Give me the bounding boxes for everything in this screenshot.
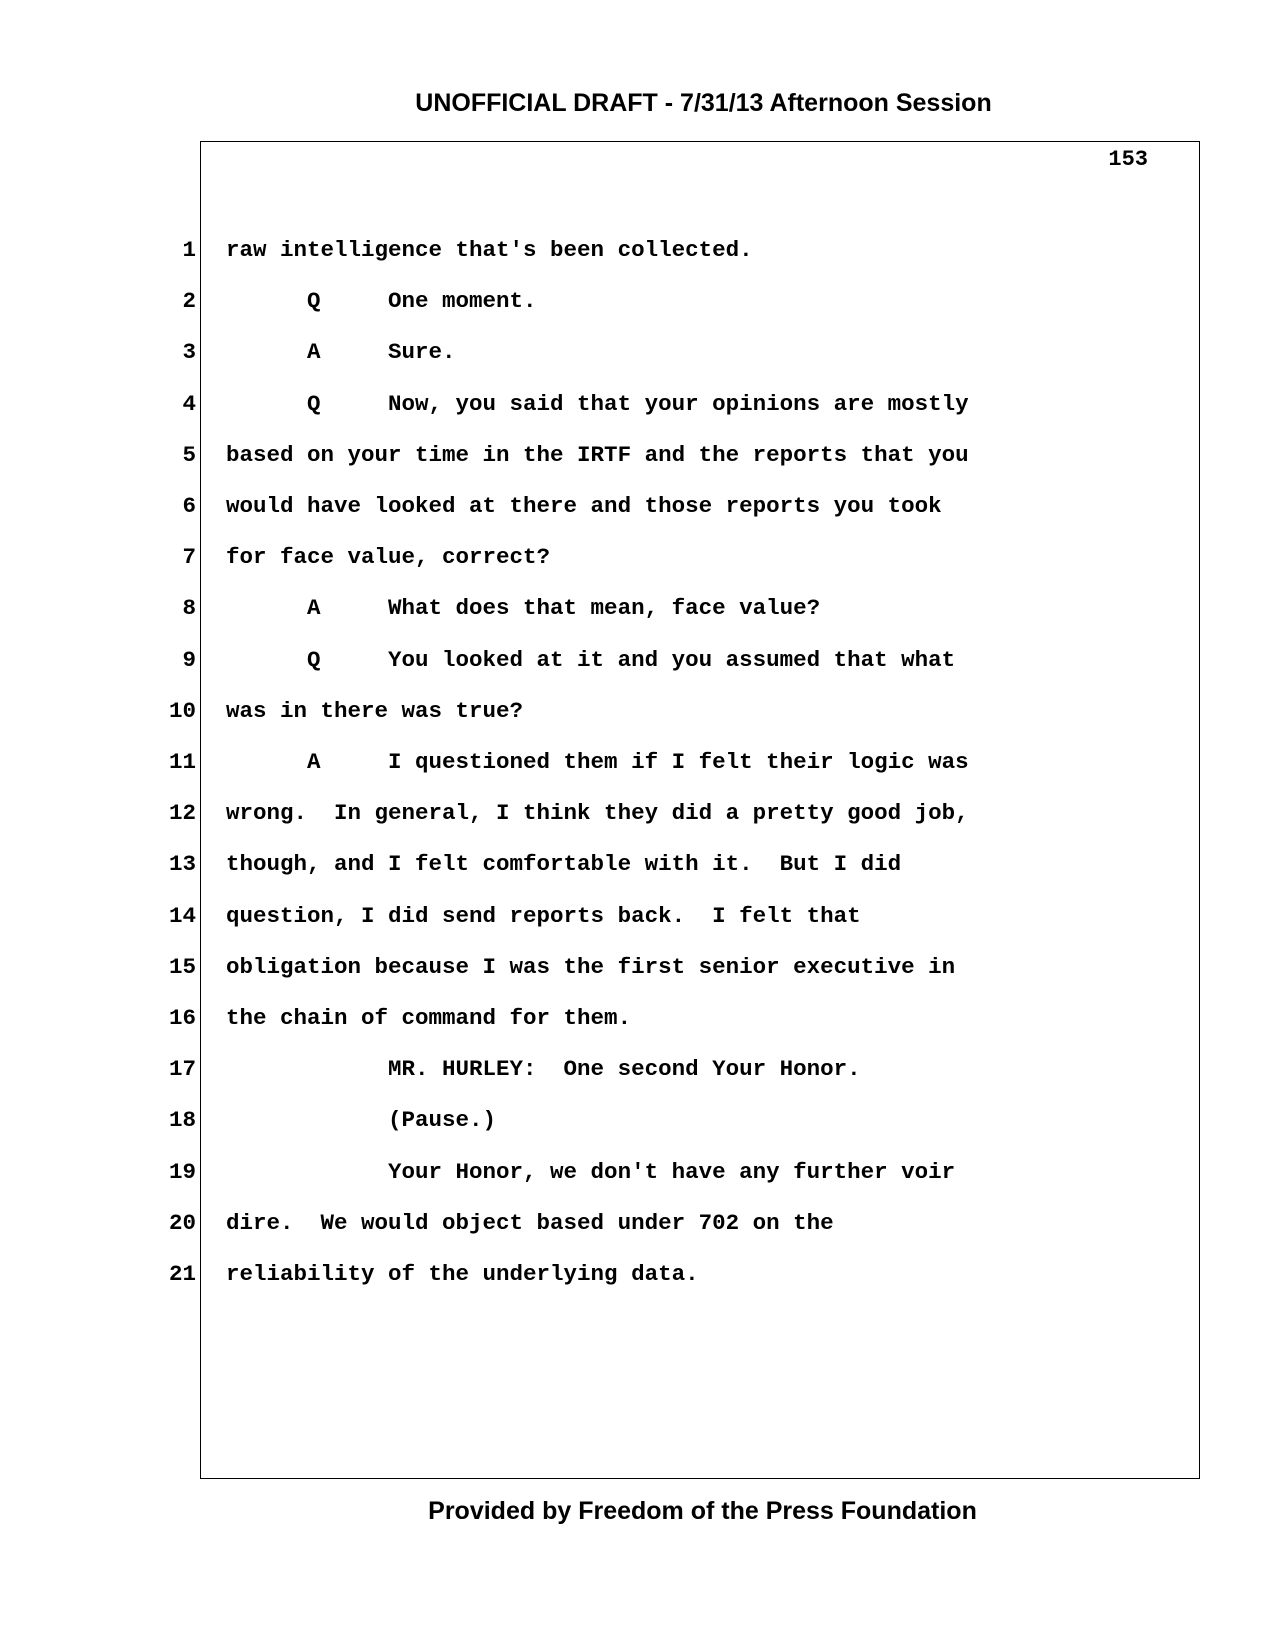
line-text: Q Now, you said that your opinions are mostly — [226, 390, 969, 417]
line-number: 20 — [168, 1209, 196, 1236]
line-text: for face value, correct? — [226, 544, 551, 571]
line-text: was in there was true? — [226, 697, 524, 724]
line-text: (Pause.) — [226, 1107, 497, 1134]
transcript-line — [0, 438, 1275, 472]
line-text: reliability of the underlying data. — [226, 1261, 699, 1287]
line-text: question, I did send reports back. I felt that — [226, 902, 861, 929]
document-header: UNOFFICIAL DRAFT - 7/31/13 Afternoon Session — [415, 89, 992, 117]
line-text: would have looked at there and those reports you took — [226, 493, 942, 519]
transcript-line — [0, 1257, 1275, 1291]
line-number: 1 — [182, 237, 196, 263]
line-number: 6 — [182, 493, 196, 519]
line-text: the chain of command for them. — [226, 1005, 632, 1031]
line-text: A What does that mean, face value? — [226, 595, 821, 622]
line-text: wrong. In general, I think they did a pretty good job, — [226, 800, 969, 827]
line-number: 16 — [168, 1005, 196, 1031]
transcript-line — [0, 335, 1275, 369]
transcript-line — [0, 899, 1275, 933]
line-text: raw intelligence that's been collected. — [226, 237, 753, 263]
transcript-line — [0, 1155, 1275, 1189]
line-number: 18 — [168, 1107, 196, 1134]
line-text: dire. We would object based under 702 on the — [226, 1209, 834, 1236]
line-number: 11 — [168, 749, 196, 775]
line-number: 9 — [182, 646, 196, 673]
transcript-line — [0, 950, 1275, 984]
transcript-line — [0, 847, 1275, 881]
transcript-line — [0, 233, 1275, 267]
line-number: 2 — [182, 288, 196, 315]
line-text: A I questioned them if I felt their logic was — [226, 749, 969, 775]
transcript-line — [0, 1052, 1275, 1086]
line-number: 8 — [182, 595, 196, 622]
transcript-line — [0, 489, 1275, 523]
transcript-line — [0, 591, 1275, 625]
transcript-line — [0, 387, 1275, 421]
line-number: 4 — [182, 390, 196, 417]
line-text: based on your time in the IRTF and the reports that you — [226, 441, 969, 468]
line-text: Your Honor, we don't have any further voir — [226, 1158, 956, 1185]
line-number: 7 — [182, 544, 196, 571]
transcript-line — [0, 796, 1275, 830]
line-number: 17 — [168, 1056, 196, 1083]
transcript-line — [0, 745, 1275, 779]
page-number: 153 — [1108, 147, 1148, 172]
line-number: 19 — [168, 1158, 196, 1185]
line-number: 3 — [182, 339, 196, 366]
transcript-line — [0, 643, 1275, 677]
line-number: 14 — [168, 902, 196, 929]
transcript-line — [0, 1001, 1275, 1035]
line-number: 13 — [168, 851, 196, 878]
line-text: Q You looked at it and you assumed that what — [226, 646, 956, 673]
line-text: MR. HURLEY: One second Your Honor. — [226, 1056, 861, 1083]
transcript-line — [0, 284, 1275, 318]
line-number: 21 — [168, 1261, 196, 1287]
line-number: 5 — [182, 441, 196, 468]
line-number: 10 — [168, 697, 196, 724]
document-footer: Provided by Freedom of the Press Foundation — [428, 1497, 977, 1525]
transcript-line — [0, 1103, 1275, 1137]
line-text: obligation because I was the first senior executive in — [226, 953, 956, 980]
line-number: 15 — [168, 953, 196, 980]
transcript-line — [0, 540, 1275, 574]
line-text: A Sure. — [226, 339, 456, 366]
line-text: though, and I felt comfortable with it. But I did — [226, 851, 902, 878]
line-text: Q One moment. — [226, 288, 537, 315]
line-number: 12 — [168, 800, 196, 827]
transcript-line — [0, 694, 1275, 728]
transcript-line — [0, 1206, 1275, 1240]
